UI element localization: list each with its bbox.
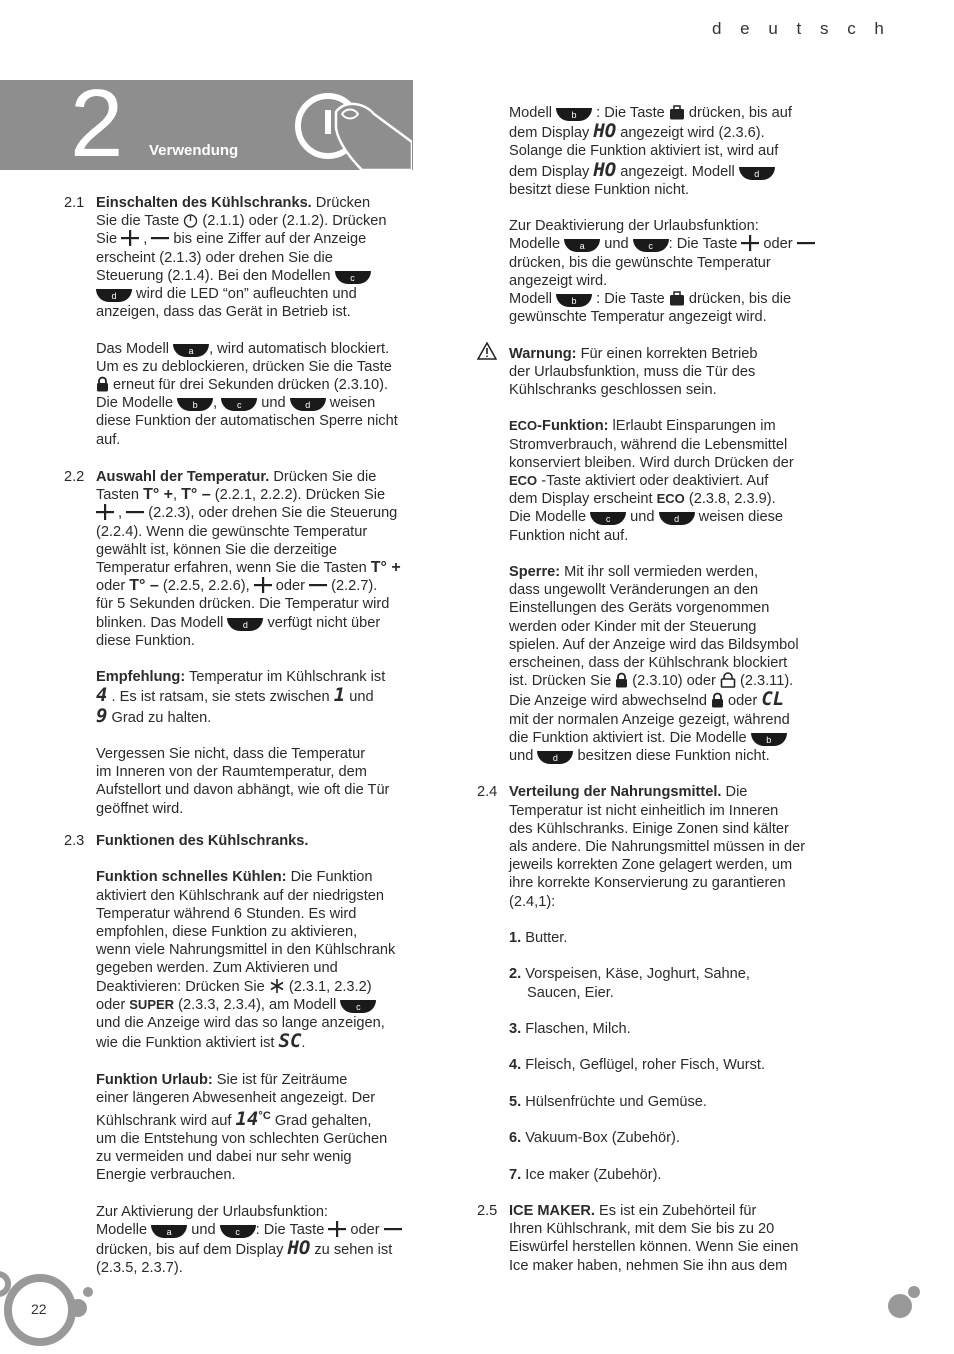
text: Sie die Taste xyxy=(96,213,184,230)
text: bis eine Ziffer auf der Anzeige xyxy=(169,231,367,248)
text: besitzt diese Funktion nicht. xyxy=(509,181,690,198)
eco-title: -Funktion: xyxy=(537,418,609,435)
section-2-5 xyxy=(477,1202,839,1275)
minus-icon xyxy=(126,504,144,520)
model-c-badge: c xyxy=(590,512,626,525)
temp-plus-button-symbol: T° + xyxy=(370,559,401,577)
text: Sie ist für Zeiträume xyxy=(212,1071,348,1088)
text: (2.3.3, 2.3.4), am Modell xyxy=(174,996,341,1013)
section-2-4 xyxy=(477,783,839,1202)
list-item xyxy=(509,929,839,947)
section-title: Verteilung der Nahrungsmittel. xyxy=(509,784,722,801)
text: wenn viele Nahrungsmittel in den Kühlschrank xyxy=(96,942,396,959)
text: Hülsenfrüchte und Gemüse. xyxy=(521,1093,707,1110)
text: Einstellungen des Geräts vorgenommen xyxy=(509,600,770,617)
text: und xyxy=(257,395,290,412)
model-c-badge: c xyxy=(633,239,669,252)
text: erneut für drei Sekunden drücken (2.3.10). xyxy=(109,377,389,394)
recommendation-title: Empfehlung: xyxy=(96,669,186,686)
section-2-3 xyxy=(64,832,426,1278)
text: anzeigen, dass das Gerät in Betrieb ist. xyxy=(96,304,351,321)
text: mit der normalen Anzeige gezeigt, während xyxy=(509,711,790,728)
section-title: Einschalten des Kühlschranks. xyxy=(96,195,312,211)
text: (2.2.7). xyxy=(327,578,378,595)
text: diese Funktion der automatischen Sperre nicht xyxy=(96,413,398,430)
text: Es ist ein Zubehörteil für xyxy=(594,1202,757,1219)
list-number: 7. xyxy=(509,1166,522,1183)
minus-icon xyxy=(151,230,169,246)
text: , xyxy=(213,395,222,412)
text: wie die Funktion aktiviert ist xyxy=(96,1035,279,1052)
section-title: ICE MAKER. xyxy=(509,1202,595,1219)
text: (2.1.1) oder (2.1.2). Drücken xyxy=(198,213,387,230)
text: (2.2.4). Wenn die gewünschte Temperatur xyxy=(96,523,368,540)
hand-touch-icon xyxy=(292,82,412,170)
text: dem Display xyxy=(509,125,594,142)
warning-title: Warnung: xyxy=(509,345,577,362)
text: dem Display erscheint xyxy=(509,491,657,508)
text: Ice maker (Zubehör). xyxy=(521,1166,662,1183)
text: gewünschte Temperatur angezeigt wird. xyxy=(509,309,767,326)
text: (2.3.10) oder xyxy=(628,673,720,690)
text: , xyxy=(114,505,127,522)
text: Temperatur ist nicht einheitlich im Inneren xyxy=(509,802,779,819)
lock-icon xyxy=(711,692,724,708)
text: weisen diese xyxy=(694,509,784,526)
model-c-badge: c xyxy=(340,1000,376,1013)
plus-icon xyxy=(121,230,139,246)
section-number: 2.2 xyxy=(64,469,85,485)
text: jeweils korrekten Zone gelagert werden, um xyxy=(509,857,793,874)
text: Die Modelle xyxy=(509,509,591,526)
model-b-badge: b xyxy=(177,398,213,411)
text: Tasten xyxy=(96,487,144,504)
display-14: 14 xyxy=(235,1107,259,1130)
text: konserviert bleiben. Wird durch Drücken der xyxy=(509,454,794,471)
text: Deaktivieren: Drücken Sie xyxy=(96,978,269,995)
text: drücken, bis auf xyxy=(684,105,792,121)
list-item xyxy=(509,1020,839,1038)
text: -Taste aktiviert oder deaktiviert. Auf xyxy=(537,473,769,490)
text: als andere. Die Nahrungsmittel müssen in der xyxy=(509,839,806,856)
suitcase-icon xyxy=(669,105,685,120)
text: Modelle xyxy=(96,1222,152,1239)
model-b-badge: b xyxy=(556,108,592,121)
section-number: 2.1 xyxy=(64,195,85,211)
degree-unit: °C xyxy=(258,1110,271,1123)
text: Drücken xyxy=(311,195,371,211)
text: Zur Aktivierung der Urlaubsfunktion: xyxy=(96,1203,328,1220)
list-number: 1. xyxy=(509,930,522,947)
text: Zur Deaktivierung der Urlaubsfunktion: xyxy=(509,218,759,235)
unlock-icon xyxy=(720,672,736,688)
text: ihre korrekte Konservierung zu garantieren xyxy=(509,875,786,892)
model-a-badge: a xyxy=(173,344,209,357)
text: blinken. Das Modell xyxy=(96,614,228,631)
model-d-badge: d xyxy=(96,289,132,302)
text: (2.3.1, 2.3.2) xyxy=(284,978,372,995)
model-d-badge: d xyxy=(227,618,263,631)
section-number: 2.5 xyxy=(477,1202,498,1219)
chapter-banner xyxy=(0,80,413,170)
text: gewählt ist, können Sie die derzeitige xyxy=(96,541,337,558)
temp-minus-button-symbol: T° – xyxy=(181,486,211,504)
section-2-1 xyxy=(64,194,426,449)
text: dass ungewollt Veränderungen an den xyxy=(509,582,759,599)
text: Temperatur im Kühlschrank ist xyxy=(185,669,386,686)
list-item xyxy=(509,1056,839,1074)
page-number: 22 xyxy=(31,1301,47,1317)
holiday-title: Funktion Urlaub: xyxy=(96,1071,213,1088)
text: Vergessen Sie nicht, dass die Temperatur xyxy=(96,746,366,763)
text: Sie xyxy=(96,231,122,248)
model-d-badge: d xyxy=(659,512,695,525)
model-a-badge: a xyxy=(564,239,600,252)
text: drücken, bis auf dem Display xyxy=(96,1242,288,1259)
text: verfügt nicht über xyxy=(263,614,381,631)
model-b-badge: b xyxy=(556,294,592,307)
text: (2.3.8, 2.3.9). xyxy=(684,491,776,508)
right-column xyxy=(477,104,839,1275)
text: zu vermeiden und dabei nur sehr wenig xyxy=(96,1149,352,1166)
eco-label: ECO xyxy=(509,418,538,434)
text: im Inneren von der Raumtemperatur, dem xyxy=(96,764,367,781)
text: oder xyxy=(271,578,310,595)
text: Grad zu halten. xyxy=(107,709,212,726)
model-a-badge: a xyxy=(151,1225,187,1238)
text: diese Funktion. xyxy=(96,632,195,649)
list-number: 3. xyxy=(509,1021,522,1038)
text: aktiviert den Kühlschrank auf der niedrigsten xyxy=(96,887,384,904)
text: und xyxy=(600,236,633,253)
warning-block xyxy=(509,345,839,400)
text: Kühlschrank wird auf xyxy=(96,1112,236,1129)
text: Ihren Kühlschrank, mit dem Sie bis zu 20 xyxy=(509,1221,775,1238)
text: : Die Taste xyxy=(668,236,742,253)
text: Fleisch, Geflügel, roher Fisch, Wurst. xyxy=(521,1057,766,1074)
display-ho: HO xyxy=(593,158,617,181)
text: auf. xyxy=(96,431,121,448)
text: Modelle xyxy=(509,236,565,253)
text: Ice maker haben, nehmen Sie ihn aus dem xyxy=(509,1257,788,1274)
text: . Es ist ratsam, sie stets zwischen xyxy=(107,689,334,706)
section-number: 2.4 xyxy=(477,784,498,801)
model-c-badge: c xyxy=(220,1225,256,1238)
text: Die Anzeige wird abwechselnd xyxy=(509,693,711,710)
text: Flaschen, Milch. xyxy=(521,1021,631,1038)
list-item xyxy=(509,1129,839,1147)
chapter-title: Verwendung xyxy=(149,142,239,159)
text: Temperatur während 6 Stunden. Es wird xyxy=(96,905,357,922)
text: angezeigt. Modell xyxy=(616,163,739,180)
text: erscheinen, dass der Kühlschrank blockiert xyxy=(509,655,788,672)
text: , xyxy=(139,231,152,248)
section-number: 2.3 xyxy=(64,833,85,849)
text: Vorspeisen, Käse, Joghurt, Sahne, xyxy=(521,966,750,983)
text: Um es zu deblockieren, drücken Sie die Taste xyxy=(96,358,392,375)
text: Die xyxy=(721,784,748,801)
text: wird die LED “on” aufleuchten und xyxy=(132,286,357,303)
text: oder xyxy=(96,996,130,1013)
text: (2.3.11). xyxy=(735,673,794,690)
text: drücken, bis die gewünschte Temperatur xyxy=(509,254,771,271)
text: dem Display xyxy=(509,163,594,180)
snowflake-icon xyxy=(269,978,285,994)
eco-label: ECO xyxy=(509,473,538,489)
text: oder xyxy=(346,1222,384,1239)
text: : Die Taste xyxy=(255,1222,329,1239)
list-number: 5. xyxy=(509,1093,522,1110)
model-d-badge: d xyxy=(739,167,775,180)
text: ist. Drücken Sie xyxy=(509,673,616,690)
section-title: Auswahl der Temperatur. xyxy=(96,469,270,485)
eco-label: ECO xyxy=(656,491,685,507)
lock-icon xyxy=(615,672,628,688)
text: Steuerung (2.1.4). Bei den Modellen xyxy=(96,267,335,284)
text: Modell xyxy=(509,291,557,308)
section-title: Funktionen des Kühlschranks. xyxy=(96,833,309,849)
text: Die Modelle xyxy=(96,395,178,412)
text: (2.2.3), oder drehen Sie die Steuerung xyxy=(144,505,398,522)
text: und xyxy=(345,689,374,706)
text: Solange die Funktion aktiviert ist, wird auf xyxy=(509,143,779,160)
text: Stromverbrauch, während die Lebensmittel xyxy=(509,436,788,453)
text: Die Funktion xyxy=(286,869,373,886)
text: . xyxy=(301,1035,306,1052)
suitcase-icon xyxy=(669,291,685,306)
list-number: 2. xyxy=(509,966,522,983)
text: und xyxy=(187,1222,220,1239)
text: Drücken Sie die xyxy=(269,469,377,485)
page-corner-dots xyxy=(884,1284,924,1324)
text: Funktion nicht auf. xyxy=(509,527,629,544)
text: drücken, bis die xyxy=(684,291,792,308)
display-ho: HO xyxy=(593,120,617,143)
text: Butter. xyxy=(521,930,568,947)
text: Das Modell xyxy=(96,340,174,357)
section-2-2 xyxy=(64,468,426,818)
text: Aufstellort und davon abhängt, wie oft die Tür xyxy=(96,782,390,799)
text: Mit ihr soll vermieden werden, xyxy=(560,564,759,581)
text: Temperatur erfahren, wenn Sie die Tasten xyxy=(96,560,371,577)
text: Für einen korrekten Betrieb xyxy=(576,345,758,362)
list-item xyxy=(509,1166,839,1184)
text: Kühlschranks geschlossen sein. xyxy=(509,382,717,399)
text: und xyxy=(509,748,538,765)
display-sc: SC xyxy=(278,1030,302,1053)
text: besitzen diese Funktion nicht. xyxy=(573,748,770,765)
warning-icon xyxy=(477,342,497,360)
text: (2.2.1, 2.2.2). Drücken Sie xyxy=(210,487,386,504)
plus-icon xyxy=(741,235,759,251)
quick-cool-title: Funktion schnelles Kühlen: xyxy=(96,869,287,886)
list-item xyxy=(509,965,839,983)
text: werden oder Kinder mit der Steuerung xyxy=(509,618,757,635)
display-digit-9: 9 xyxy=(96,704,108,727)
lock-icon xyxy=(96,376,109,392)
temp-plus-button-symbol: T° + xyxy=(143,486,174,504)
super-label: SUPER xyxy=(129,996,175,1012)
text: Grad gehalten, xyxy=(270,1112,372,1129)
minus-icon xyxy=(309,577,327,593)
list-number: 4. xyxy=(509,1057,522,1074)
text: (2.4,1): xyxy=(509,893,556,910)
display-digit-4: 4 xyxy=(96,684,108,707)
text: oder xyxy=(96,578,130,595)
chapter-number: 2 xyxy=(70,80,124,170)
text: und die Anzeige wird das so lange anzeigen, xyxy=(96,1015,385,1032)
text: , wird automatisch blockiert. xyxy=(209,340,390,357)
minus-icon xyxy=(384,1221,402,1237)
text: und xyxy=(626,509,659,526)
text: (2.2.5, 2.2.6), xyxy=(158,578,254,595)
text: angezeigt wird (2.3.6). xyxy=(616,125,765,142)
display-ho: HO xyxy=(287,1237,311,1260)
text: Vakuum-Box (Zubehör). xyxy=(521,1130,680,1147)
text: oder xyxy=(759,236,797,253)
lock-title: Sperre: xyxy=(509,564,561,581)
text: Eiswürfel herstellen können. Wenn Sie einen xyxy=(509,1239,799,1256)
text: einer längeren Abwesenheit angezeigt. Der xyxy=(96,1089,376,1106)
plus-icon xyxy=(96,504,114,520)
text: Energie verbrauchen. xyxy=(96,1167,236,1184)
text: empfohlen, diese Funktion zu aktivieren, xyxy=(96,924,358,940)
text: oder xyxy=(724,693,762,710)
display-cl: CL xyxy=(761,688,785,711)
plus-icon xyxy=(254,577,272,593)
text: : Die Taste xyxy=(592,105,669,121)
text: des Kühlschranks. Einige Zonen sind kälter xyxy=(509,820,789,837)
text: für 5 Sekunden drücken. Die Temperatur wird xyxy=(96,596,390,613)
display-digit-1: 1 xyxy=(333,684,346,707)
model-c-badge: c xyxy=(221,398,257,411)
text: der Urlaubsfunktion, muss die Tür des xyxy=(509,363,756,380)
text: lErlaubt Einsparungen im xyxy=(608,418,776,435)
model-d-badge: d xyxy=(537,751,573,764)
plus-icon xyxy=(328,1221,346,1237)
power-icon xyxy=(183,213,198,228)
text: um die Entstehung von schlechten Gerüchen xyxy=(96,1131,388,1148)
model-d-badge: d xyxy=(290,398,326,411)
text: die Funktion aktiviert ist. Die Modelle xyxy=(509,729,751,746)
text: weisen xyxy=(325,395,376,412)
list-number: 6. xyxy=(509,1130,522,1147)
model-c-badge: c xyxy=(335,271,371,284)
list-item xyxy=(509,1093,839,1111)
minus-icon xyxy=(797,235,815,251)
text: spielen. Auf der Anzeige wird das Bildsymbol xyxy=(509,636,799,653)
temp-minus-button-symbol: T° – xyxy=(129,577,159,595)
text: , xyxy=(173,487,182,504)
text: gegeben werden. Zum Aktivieren und xyxy=(96,960,338,977)
model-b-badge: b xyxy=(751,733,787,746)
text: (2.3.5, 2.3.7). xyxy=(96,1260,183,1277)
page-corner-circles xyxy=(0,1262,110,1354)
text: zu sehen ist xyxy=(310,1242,393,1259)
text: geöffnet wird. xyxy=(96,800,184,817)
text: erscheint (2.1.3) oder drehen Sie die xyxy=(96,249,333,266)
text: Saucen, Eier. xyxy=(527,984,614,1001)
text: Modell xyxy=(509,105,557,121)
text: : Die Taste xyxy=(592,291,669,308)
text: angezeigt wird. xyxy=(509,272,608,289)
language-label: d e u t s c h xyxy=(712,19,891,38)
